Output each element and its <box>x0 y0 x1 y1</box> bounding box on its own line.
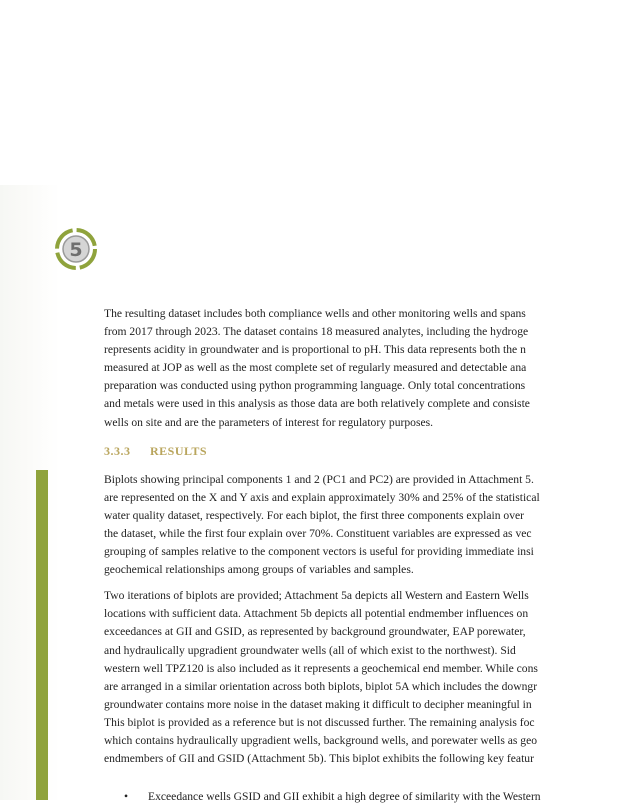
text-line: geochemical relationships among groups of variables and samples. <box>104 563 414 577</box>
paragraph-dataset <box>104 305 618 432</box>
section-title: RESULTS <box>150 443 208 458</box>
text-line: locations with sufficient data. Attachment 5b depicts all potential endmember influences on <box>104 607 529 621</box>
text-line: and metals were used in this analysis as those data are both relatively complete and consiste <box>104 397 530 411</box>
page-top-blank <box>0 0 618 185</box>
text-line: Biplots showing principal components 1 and 2 (PC1 and PC2) are provided in Attachment 5. <box>104 472 534 486</box>
paragraph-biplots <box>104 471 618 580</box>
section-number: 3.3.3 <box>104 443 131 458</box>
left-accent-bar <box>36 470 48 800</box>
paragraph-iterations <box>104 587 618 768</box>
text-line: endmembers of GII and GSID (Attachment 5b). This biplot exhibits the following key featur <box>104 752 534 766</box>
text-line: Two iterations of biplots are provided; Attachment 5a depicts all Western and Eastern Wells <box>104 589 529 603</box>
text-line: grouping of samples relative to the component vectors is useful for providing immediate insi <box>104 545 534 559</box>
text-line: the dataset, while the first four explain over 70%. Constituent variables are expressed as vec <box>104 526 532 540</box>
logo-numeral: 5 <box>69 239 83 261</box>
bullet-text: Exceedance wells GSID and GII exhibit a high degree of similarity with the Western <box>148 790 541 803</box>
text-line: and hydraulically upgradient groundwater wells (all of which exist to the northwest). Sid <box>104 643 516 657</box>
text-line: western well TPZ120 is also included as it represents a geochemical end member. While cons <box>104 661 538 675</box>
text-line: The resulting dataset includes both compliance wells and other monitoring wells and spans <box>104 307 526 320</box>
bullet-marker: • <box>124 790 129 803</box>
text-line: wells on site and are the parameters of interest for regulatory purposes. <box>104 415 434 429</box>
document-content <box>104 305 618 768</box>
text-line: exceedances at GII and GSID, as represented by background groundwater, EAP porewater, <box>104 625 526 639</box>
bullet-item <box>124 788 541 806</box>
text-line: water quality dataset, respectively. For each biplot, the first three components explain over <box>104 508 525 522</box>
section-heading <box>104 444 618 459</box>
text-line: measured at JOP as well as the most complete set of regularly measured and detectable ana <box>104 361 527 375</box>
text-line: which contains hydraulically upgradient wells, background wells, and porewater wells as geo <box>104 733 538 747</box>
text-line: This biplot is provided as a reference but is not discussed further. The remaining analysis foc <box>104 715 535 729</box>
text-line: groundwater contains more noise in the dataset making it difficult to decipher meaningful in <box>104 697 532 711</box>
text-line: are arranged in a similar orientation across both biplots, biplot 5A which includes the downgr <box>104 679 538 693</box>
circle-logo-icon <box>54 227 98 271</box>
text-line: represents acidity in groundwater and is proportional to pH. This data represents both the n <box>104 343 526 357</box>
text-line: are represented on the X and Y axis and explain approximately 30% and 25% of the statistical <box>104 490 540 504</box>
text-line: from 2017 through 2023. The dataset contains 18 measured analytes, including the hydroge <box>104 325 529 339</box>
text-line: preparation was conducted using python programming language. Only total concentrations <box>104 379 526 393</box>
